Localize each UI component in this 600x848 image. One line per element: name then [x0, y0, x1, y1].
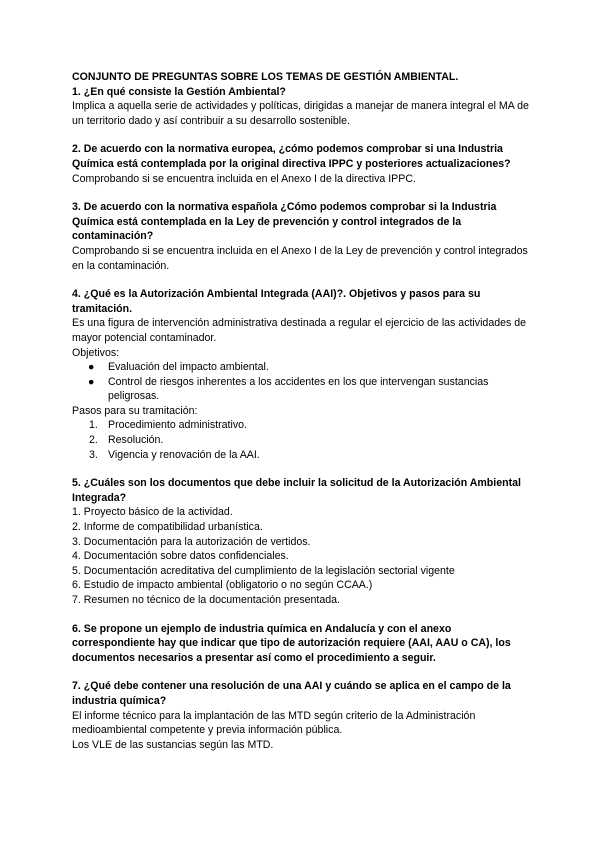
question-4: 4. ¿Qué es la Autorización Ambiental Integrada (AAI)?. Objetivos y pasos para su tramitación. [72, 288, 481, 315]
answer-1: Implica a aquella serie de actividades y políticas, dirigidas a manejar de manera integral el MA de un territorio dado y así contribuir a su desarrollo sostenible. [72, 100, 529, 127]
step-number: 2. [89, 434, 98, 447]
spacer [72, 462, 530, 476]
question-7: 7. ¿Qué debe contener una resolución de una AAI y cuándo se aplica en el campo de la industria química? [72, 680, 511, 707]
bullet-icon: ● [88, 375, 95, 388]
list-item [86, 375, 530, 404]
list-item [89, 448, 530, 463]
document-item: 3. Documentación para la autorización de vertidos. [72, 535, 311, 548]
question-5: 5. ¿Cuáles son los documentos que debe incluir la solicitud de la Autorización Ambiental Integrada? [72, 477, 521, 504]
answer-4: Es una figura de intervención administrativa destinada a regular el ejercicio de las actividades de mayor potencial contaminador. [72, 317, 527, 344]
step-text: Resolución. [108, 434, 164, 447]
question-1: 1. ¿En qué consiste la Gestión Ambiental? [72, 85, 286, 98]
question-2: 2. De acuerdo con la normativa europea, ¿cómo podemos comprobar si una Industria Química está contemplada por la original directiva IPPC y posteriores actualizaciones? [72, 143, 511, 170]
question-3: 3. De acuerdo con la normativa española ¿Cómo podemos comprobar si la Industria Química está contemplada en la Ley de prevención y control integrados de la contaminación? [72, 201, 497, 243]
answer-3: Comprobando si se encuentra incluida en el Anexo I de la Ley de prevención y control integrados en la contaminación. [72, 244, 528, 272]
objectives-list [72, 360, 530, 404]
spacer [72, 186, 530, 200]
document-item: 2. Informe de compatibilidad urbanística. [72, 521, 263, 534]
document-item: 5. Documentación acreditativa del cumplimiento de la legislación sectorial vigente [72, 564, 455, 577]
objective-text: Control de riesgos inherentes a los accidentes en los que intervengan sustancias peligrosas. [108, 375, 489, 403]
spacer [72, 128, 530, 142]
list-item [86, 360, 530, 375]
step-text: Procedimiento administrativo. [108, 419, 247, 432]
step-number: 1. [89, 419, 98, 432]
steps-label: Pasos para su tramitación: [72, 404, 198, 417]
step-number: 3. [89, 448, 98, 461]
objectives-label: Objetivos: [72, 346, 120, 359]
document-item: 6. Estudio de impacto ambiental (obligatorio o no según CCAA.) [72, 579, 373, 592]
objective-text: Evaluación del impacto ambiental. [108, 361, 269, 374]
document-item: 7. Resumen no técnico de la documentación presentada. [72, 594, 340, 606]
step-text: Vigencia y renovación de la AAI. [108, 448, 260, 461]
answer-7-part-2: Los VLE de las sustancias según las MTD. [72, 738, 274, 751]
bullet-icon: ● [88, 361, 95, 374]
spacer [72, 608, 530, 622]
answer-7-part-1: El informe técnico para la implantación de las MTD según criterio de la Administración medioambiental competente y previa información pública. [72, 709, 476, 737]
list-item [89, 418, 530, 433]
document-item: 1. Proyecto básico de la actividad. [72, 506, 233, 519]
steps-list [72, 418, 530, 462]
answer-2: Comprobando si se encuentra incluida en el Anexo I de la directiva IPPC. [72, 172, 416, 185]
question-6: 6. Se propone un ejemplo de industria química en Andalucía y con el anexo correspondiente hay que indicar que tipo de autorización requiere (AAI, AAU o CA), los documentos necesarios a presentar así como el procedimiento a seguir. [72, 622, 511, 664]
spacer [72, 665, 530, 679]
spacer [72, 273, 530, 287]
list-item [89, 433, 530, 448]
document-title: CONJUNTO DE PREGUNTAS SOBRE LOS TEMAS DE GESTIÓN AMBIENTAL. [72, 71, 459, 83]
document-item: 4. Documentación sobre datos confidenciales. [72, 550, 289, 563]
